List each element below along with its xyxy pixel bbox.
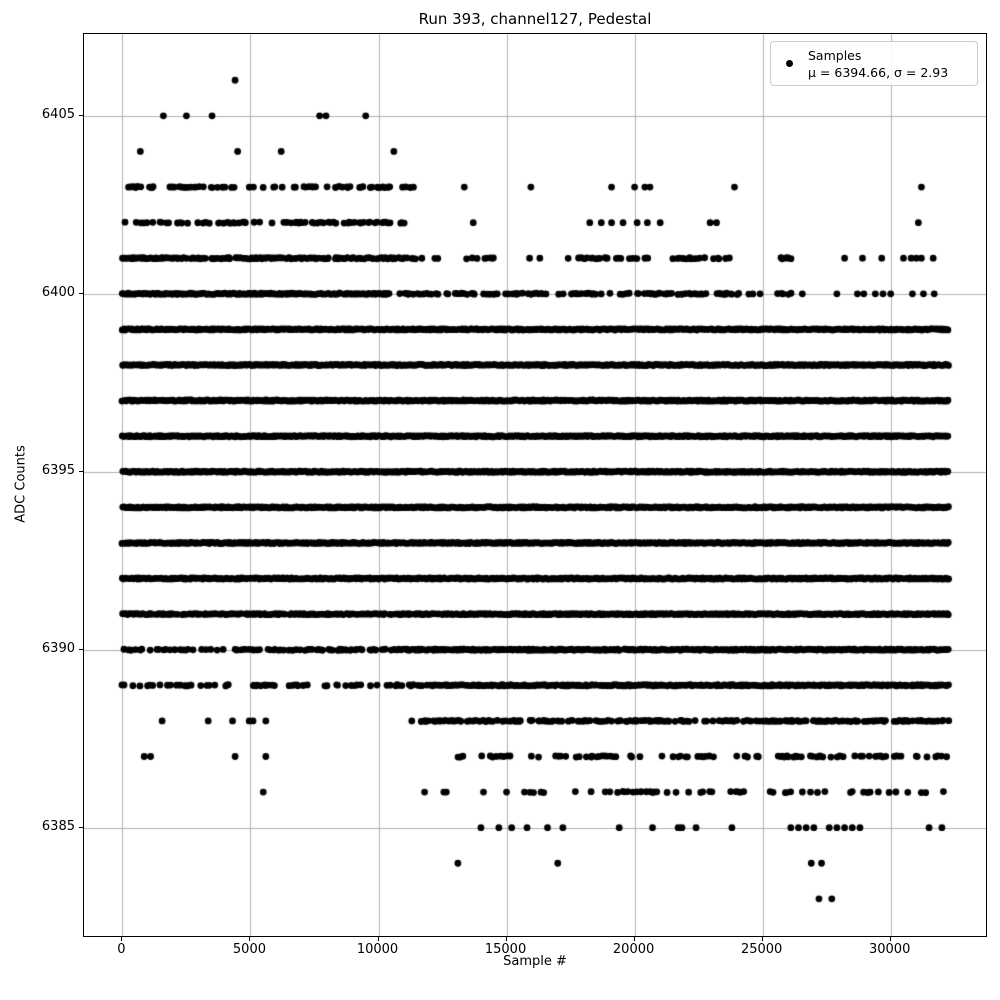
y-tick-label: 6400: [41, 284, 75, 300]
y-axis-label: ADC Counts: [13, 445, 29, 523]
x-tick-label: 30000: [868, 942, 911, 957]
y-tick-mark: [79, 293, 83, 294]
scatter-canvas: [84, 34, 986, 936]
plot-area: [83, 33, 987, 937]
x-tick-label: 20000: [612, 942, 655, 957]
scatter-marker-icon: [786, 60, 793, 67]
x-tick-mark: [506, 937, 507, 941]
y-tick-label: 6405: [41, 106, 75, 122]
x-tick-mark: [121, 937, 122, 941]
y-tick-label: 6395: [41, 462, 75, 478]
x-tick-mark: [890, 937, 891, 941]
legend-label: Samples: [808, 47, 862, 63]
x-tick-label: 15000: [484, 942, 527, 957]
x-tick-label: 5000: [232, 942, 266, 957]
legend-stats: μ = 6394.66, σ = 2.93: [808, 64, 949, 80]
x-tick-label: 0: [117, 942, 126, 957]
y-tick-label: 6390: [41, 640, 75, 656]
x-tick-label: 10000: [356, 942, 399, 957]
x-axis-label: Sample #: [503, 954, 567, 969]
y-tick-mark: [79, 115, 83, 116]
x-tick-label: 25000: [740, 942, 783, 957]
x-tick-mark: [249, 937, 250, 941]
y-tick-mark: [79, 827, 83, 828]
y-tick-mark: [79, 649, 83, 650]
y-tick-mark: [79, 471, 83, 472]
legend: [770, 41, 978, 86]
chart-title: Run 393, channel127, Pedestal: [418, 10, 652, 28]
x-tick-mark: [762, 937, 763, 941]
x-tick-mark: [634, 937, 635, 941]
x-tick-mark: [378, 937, 379, 941]
y-tick-label: 6385: [41, 818, 75, 834]
